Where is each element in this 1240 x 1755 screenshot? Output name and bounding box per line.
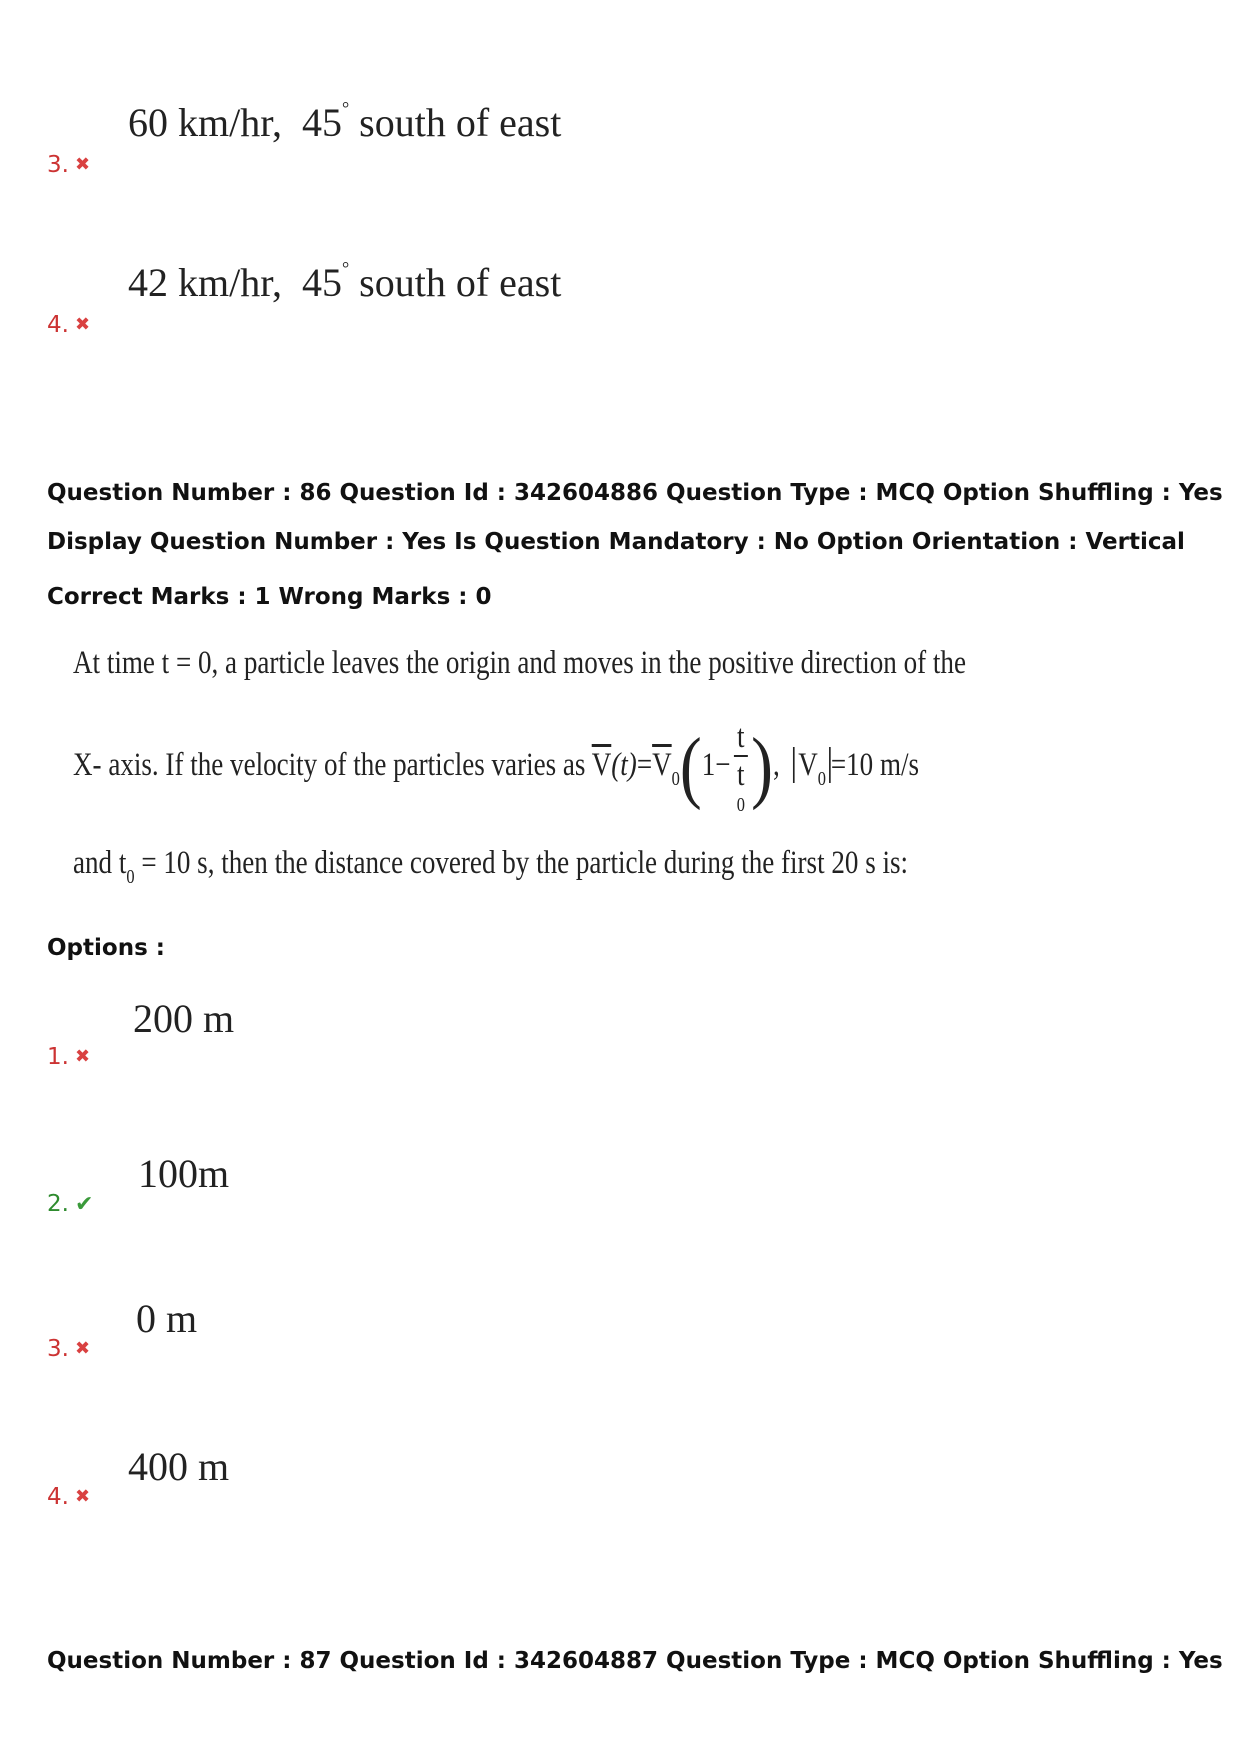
options-label: Options :: [47, 935, 165, 961]
prev-option-4-label: 4. ✖: [47, 312, 91, 338]
question-86-text-line3: and $t_0 = 10$ s, then the distance covered by the particle during the first 20 s is:: [73, 845, 909, 888]
question-86-meta-line1: Question Number : 86 Question Id : 342604886 Question Type : MCQ Option Shuffling : Yes: [47, 480, 1223, 506]
cross-icon: ✖: [74, 1046, 91, 1067]
question-86-meta-line3: Correct Marks : 1 Wrong Marks : 0: [47, 584, 492, 610]
option-2-image: 100m: [138, 1151, 230, 1196]
cross-icon: ✖: [74, 314, 91, 335]
option-2-label: 2. ✔: [47, 1191, 94, 1217]
prev-option-3-image: 60 km/hr, 45° south of east: [128, 98, 562, 145]
question-87-meta-line1: Question Number : 87 Question Id : 342604887 Question Type : MCQ Option Shuffling : Yes: [47, 1648, 1223, 1674]
cross-icon: ✖: [74, 154, 91, 175]
question-86-text-line2: X- axis. If the velocity of the particles varies as $\overline{V}(t)=\overline{V}_0(1-$ t t 0 ), $V_0 =10$ m/s: [73, 719, 920, 816]
check-icon: ✔: [74, 1192, 94, 1217]
prev-option-3-label: 3. ✖: [47, 152, 91, 178]
option-4-label: 4. ✖: [47, 1484, 91, 1510]
option-3-label: 3. ✖: [47, 1336, 91, 1362]
cross-icon: ✖: [74, 1486, 91, 1507]
cross-icon: ✖: [74, 1338, 91, 1359]
question-86-meta-line2: Display Question Number : Yes Is Question Mandatory : No Option Orientation : Vertical: [47, 529, 1185, 555]
option-4-image: 400 m: [128, 1444, 230, 1489]
question-86-text-line1: At time t = 0, a particle leaves the origin and moves in the positive direction of the: [73, 645, 966, 681]
prev-option-4-image: 42 km/hr, 45° south of east: [128, 258, 562, 305]
option-1-image: 200 m: [133, 996, 235, 1041]
option-3-image: 0 m: [136, 1296, 198, 1341]
option-1-label: 1. ✖: [47, 1044, 91, 1070]
